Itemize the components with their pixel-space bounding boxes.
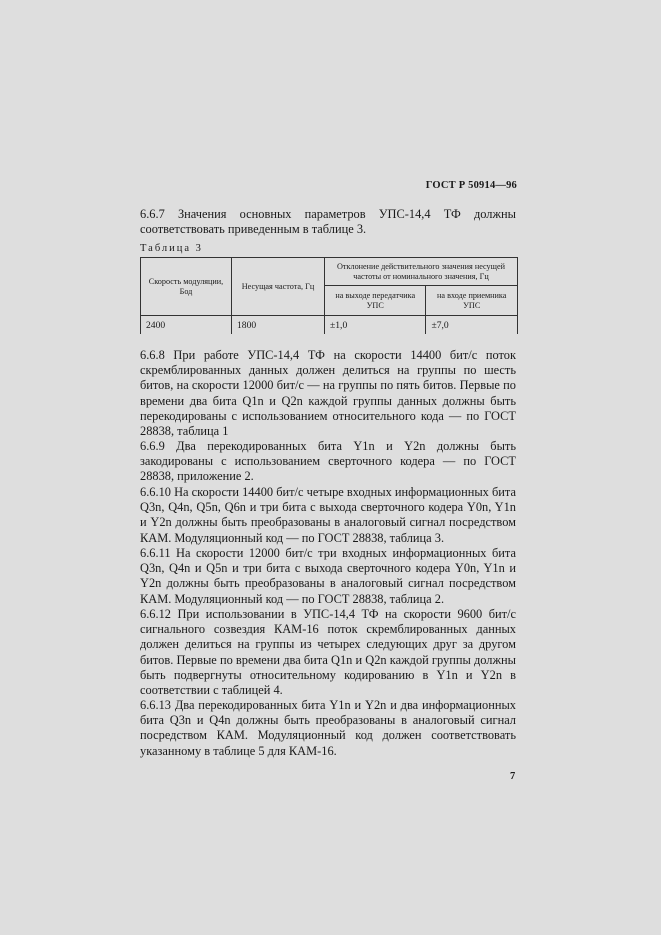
standard-header: ГОСТ Р 50914—96 xyxy=(425,180,517,191)
header-speed: Скорость модуляции, Бод xyxy=(141,258,232,316)
cell-carrier: 1800 xyxy=(232,316,325,334)
header-carrier: Несущая частота, Гц xyxy=(232,258,325,316)
paragraph-6-6-11: 6.6.11 На скорости 12000 бит/с три входных информационных бита Q3n, Q4n и Q5n и три бита с выхода сверточного кодера Y0n, Y1n и Y2n должны быть преобразованы в аналоговый сигнал посредством КАМ. Модуляционный код — по ГОСТ 28838, таблица 2. xyxy=(140,546,516,606)
paragraph-6-6-7: 6.6.7 Значения основных параметров УПС-14,4 ТФ должны соответствовать приведенным в таблице 3. xyxy=(140,207,516,237)
paragraph-6-6-9: 6.6.9 Два перекодированных бита Y1n и Y2n должны быть закодированы с использованием сверточного кодера — по ГОСТ 28838, приложение 2. xyxy=(140,439,516,484)
table-caption: Таблица 3 xyxy=(140,243,203,254)
parameters-table xyxy=(140,257,518,334)
header-tx: на выходе передатчика УПС xyxy=(325,286,426,316)
header-rx: на входе приемника УПС xyxy=(426,286,518,316)
cell-rx: ±7,0 xyxy=(426,316,518,334)
cell-speed: 2400 xyxy=(141,316,232,334)
header-deviation: Отклонение действительного значения несущей частоты от номинального значения, Гц xyxy=(325,258,518,286)
paragraph-6-6-12: 6.6.12 При использовании в УПС-14,4 ТФ на скорости 9600 бит/с сигнального созвездия КАМ-16 поток скремблированных данных должен делиться на группы из четырех следующих друг за другом битов. Первые по времени два бита Q1n и Q2n каждой группы должны быть подвергнуты относительному кодированию в Y1n и Y2n в соответствии с таблицей 4. xyxy=(140,607,516,698)
paragraph-6-6-13: 6.6.13 Два перекодированных бита Y1n и Y2n и два информационных бита Q3n и Q4n должны быть преобразованы в аналоговый сигнал посредством КАМ. Модуляционный код должен соответствовать указанному в таблице 5 для КАМ-16. xyxy=(140,698,516,758)
paragraph-6-6-10: 6.6.10 На скорости 14400 бит/с четыре входных информационных бита Q3n, Q4n, Q5n, Q6n и три бита с выхода сверточного кодера Y0n, Y1n и Y2n должны быть преобразованы в аналоговый сигнал посредством КАМ. Модуляционный код — по ГОСТ 28838, таблица 3. xyxy=(140,485,516,545)
cell-tx: ±1,0 xyxy=(325,316,426,334)
paragraph-6-6-8: 6.6.8 При работе УПС-14,4 ТФ на скорости 14400 бит/с поток скремблированных данных должен делиться на группы по шесть битов, на скорости 12000 бит/с — на группы по пять битов. Первые по времени два бита Q1n и Q2n каждой группы данных должны быть перекодированы с использованием относительного кода — по ГОСТ 28838, таблица 1 xyxy=(140,348,516,439)
page-number: 7 xyxy=(510,771,516,782)
